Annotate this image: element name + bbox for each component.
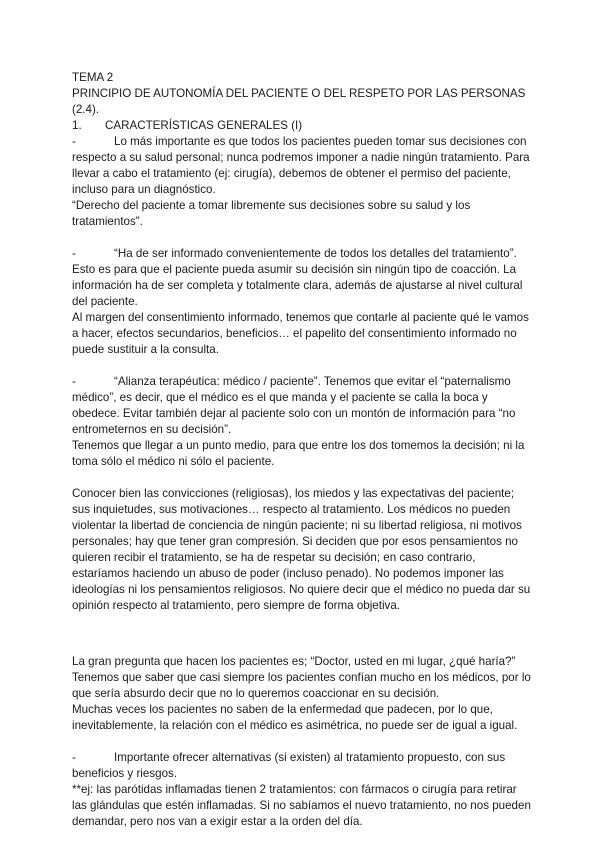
- bullet-dash: -: [72, 247, 76, 260]
- tema-label: TEMA 2: [72, 71, 114, 84]
- document-title: PRINCIPIO DE AUTONOMÍA DEL PACIENTE O DEL RESPETO POR LAS PERSONAS (2.4).: [72, 87, 526, 116]
- bullet-item: [72, 134, 532, 198]
- paragraph-pregunta: La gran pregunta que hacen los pacientes es; “Doctor, usted en mi lugar, ¿qué haría?” Tenemos que saber que casi siempre los pacientes confían mucho en los médicos, por lo que sería absurdo decir que no lo queremos coaccionar en su decisión.: [72, 655, 531, 700]
- bullet-dash: -: [72, 375, 76, 388]
- document-page: [72, 70, 532, 830]
- bullet-item: [72, 374, 532, 438]
- bullet-item: [72, 750, 532, 782]
- bullet-dash: -: [72, 751, 76, 764]
- bullet-text: “Alianza terapéutica: médico / paciente”. Tenemos que evitar el “paternalismo médico”, es decir, que el médico es el que manda y el paciente se calla la boca y obedece. Evitar también dejar al paciente solo con un montón de información para “no entrometernos en su decisión”.: [72, 375, 516, 436]
- section-number: 1.: [72, 119, 82, 132]
- paragraph-asimetrica: Muchas veces los pacientes no saben de la enfermedad que padecen, por lo que, inevitablemente, la relación con el médico es asimétrica, no puede ser de igual a igual.: [72, 703, 518, 732]
- section-title: CARACTERÍSTICAS GENERALES (I): [105, 119, 303, 132]
- paragraph-ejemplo: **ej: las parótidas inflamadas tienen 2 tratamientos: con fármacos o cirugía para retirar las glándulas que estén inflamadas. Si no sabíamos el nuevo tratamiento, no nos pueden demandar, pero nos van a exigir estar a la orden del día.: [72, 783, 531, 828]
- bullet-text: Importante ofrecer alternativas (si existen) al tratamiento propuesto, con sus beneficios y riesgos.: [72, 751, 506, 780]
- bullet-followup: Al margen del consentimiento informado, tenemos que contarle al paciente qué le vamos a hacer, efectos secundarios, beneficios… el papelito del consentimiento informado no puede sustituir a la consulta.: [72, 311, 529, 356]
- section-heading: [72, 118, 532, 134]
- bullet-quote: “Derecho del paciente a tomar libremente sus decisiones sobre su salud y los tratamientos”.: [72, 199, 471, 228]
- bullet-text: Lo más importante es que todos los pacientes pueden tomar sus decisiones con respecto a su salud personal; nunca podremos imponer a nadie ningún tratamiento. Para llevar a cabo el tratamiento (ej: cirugía), debemos de obtener el permiso del paciente, incluso para un diagnóstico.: [72, 135, 530, 196]
- bullet-followup: Tenemos que llegar a un punto medio, para que entre los dos tomemos la decisión; ni la toma sólo el médico ni sólo el paciente.: [72, 439, 525, 468]
- paragraph-convicciones: Conocer bien las convicciones (religiosas), los miedos y las expectativas del paciente; sus inquietudes, sus motivaciones… respecto al tratamiento. Los médicos no pueden violentar la libertad de conciencia de ningún paciente; ni su libertad religiosa, ni motivos personales; hay que tener gran compresión. Si deciden que por esos pensamientos no quieren recibir el tratamiento, se ha de respetar su decisión; en caso contrario, estaríamos haciendo un abuso de poder (incluso penado). No podemos imponer las ideologías ni los pensamientos religiosos. No quiere decir que el médico no pueda dar su opinión respecto al tratamiento, pero siempre de forma objetiva.: [72, 487, 531, 612]
- bullet-item: [72, 246, 532, 310]
- bullet-text: “Ha de ser informado convenientemente de todos los detalles del tratamiento”. Esto es para que el paciente pueda asumir su decisión sin ningún tipo de coacción. La información ha de ser completa y totalmente clara, además de ajustarse al nivel cultural del paciente.: [72, 247, 523, 308]
- bullet-dash: -: [72, 135, 76, 148]
